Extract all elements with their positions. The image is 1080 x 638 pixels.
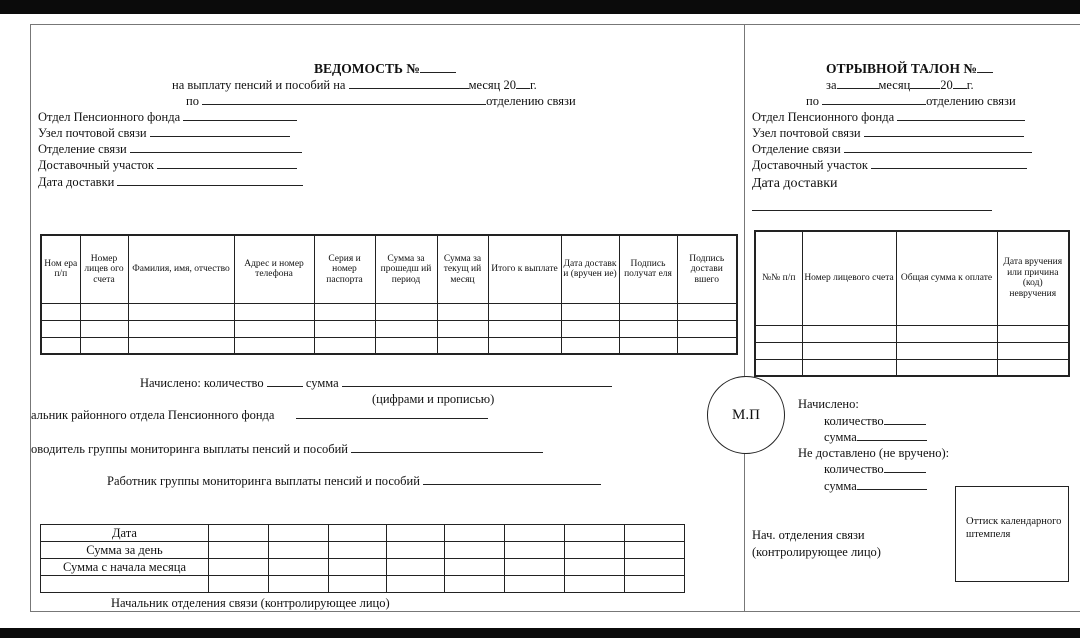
calendar-stamp-box: Оттиск календарного штемпеля — [955, 486, 1069, 582]
field-postal-node: Узел почтовой связи — [38, 126, 290, 140]
footer-signature: Начальник отделения связи (контролирующее лицо) — [111, 596, 390, 610]
table-row — [41, 525, 685, 542]
header-cell: №№ п/п — [755, 231, 802, 325]
coupon-line-2: по отделению связи — [806, 94, 1016, 108]
table-row — [755, 359, 1069, 376]
table-row — [755, 342, 1069, 359]
header-cell: Серия и номер паспорта — [314, 235, 375, 303]
coupon-field-pension-fund: Отдел Пенсионного фонда — [752, 110, 1025, 124]
accrued-note: (цифрами и прописью) — [372, 392, 495, 406]
coupon-head-post-sub: (контролирующее лицо) — [752, 545, 881, 559]
row-label: Сумма с начала месяца — [41, 559, 209, 576]
coupon-not-delivered: Не доставлено (не вручено): — [798, 446, 950, 460]
header-cell: Сумма за прошедш ий период — [375, 235, 437, 303]
header-cell: Дата вручения или причина (код) невручения — [997, 231, 1069, 325]
coupon-not-delivered-qty: количество — [824, 462, 926, 476]
accrued-line: Начислено: количество сумма — [140, 376, 612, 390]
coupon-not-delivered-sum: сумма — [824, 479, 927, 493]
statement-table — [40, 234, 738, 355]
coupon-accrued-sum: сумма — [824, 430, 927, 444]
table-row — [41, 303, 737, 320]
coupon-accrued: Начислено: — [798, 397, 859, 411]
statement-line-1: на выплату пенсий и пособий на месяц 20 г. — [172, 78, 537, 92]
table-row — [755, 325, 1069, 342]
coupon-field-post-office: Отделение связи — [752, 142, 1032, 156]
signature-head-pension: альник районного отдела Пенсионного фонда — [31, 408, 488, 422]
field-delivery-area: Доставочный участок — [38, 158, 297, 172]
coupon-delivery-date-line — [752, 210, 992, 211]
row-label: Сумма за день — [41, 542, 209, 559]
header-cell: Номер лицев ого счета — [80, 235, 128, 303]
seal-placeholder: М.П — [707, 376, 785, 454]
statement-title: ВЕДОМОСТЬ № — [314, 62, 456, 76]
coupon-field-delivery-area: Доставочный участок — [752, 158, 1027, 172]
table-row — [41, 337, 737, 354]
coupon-title: ОТРЫВНОЙ ТАЛОН № — [826, 62, 993, 76]
coupon-delivery-date: Дата доставки — [752, 176, 838, 191]
header-cell: Адрес и номер телефона — [234, 235, 314, 303]
coupon-field-postal-node: Узел почтовой связи — [752, 126, 1024, 140]
header-cell: Сумма за текущ ий месяц — [437, 235, 488, 303]
header-cell: Дата доставк и (вручен ие) — [561, 235, 619, 303]
header-cell: Ном ера п/п — [41, 235, 80, 303]
signature-monitoring-lead: оводитель группы мониторинга выплаты пенсий и пособий — [31, 442, 543, 456]
header-cell: Фамилия, имя, отчество — [128, 235, 234, 303]
table-row — [41, 559, 685, 576]
table-header-row — [41, 235, 737, 303]
field-post-office: Отделение связи — [38, 142, 302, 156]
row-label: Дата — [41, 525, 209, 542]
top-bar — [0, 0, 1080, 14]
coupon-table — [754, 230, 1070, 377]
bottom-bar — [0, 628, 1080, 638]
document-sheet — [0, 14, 1080, 628]
header-cell: Общая сумма к оплате — [896, 231, 997, 325]
daily-sum-table — [40, 524, 685, 593]
header-cell: Номер лицевого счета — [802, 231, 896, 325]
header-cell: Подпись достави вшего — [677, 235, 737, 303]
field-pension-fund: Отдел Пенсионного фонда — [38, 110, 297, 124]
header-cell: Подпись получат еля — [619, 235, 677, 303]
header-cell: Итого к выплате — [488, 235, 561, 303]
perforation-divider — [744, 24, 745, 612]
coupon-accrued-qty: количество — [824, 414, 926, 428]
table-header-row — [755, 231, 1069, 325]
statement-line-2: по отделению связи — [186, 94, 576, 108]
coupon-line-1: за месяц 20 г. — [826, 78, 974, 92]
field-delivery-date: Дата доставки — [38, 175, 303, 189]
table-row — [41, 576, 685, 593]
signature-monitoring-worker: Работник группы мониторинга выплаты пенсий и пособий — [107, 474, 601, 488]
table-row — [41, 542, 685, 559]
table-row — [41, 320, 737, 337]
coupon-head-post: Нач. отделения связи — [752, 528, 865, 542]
